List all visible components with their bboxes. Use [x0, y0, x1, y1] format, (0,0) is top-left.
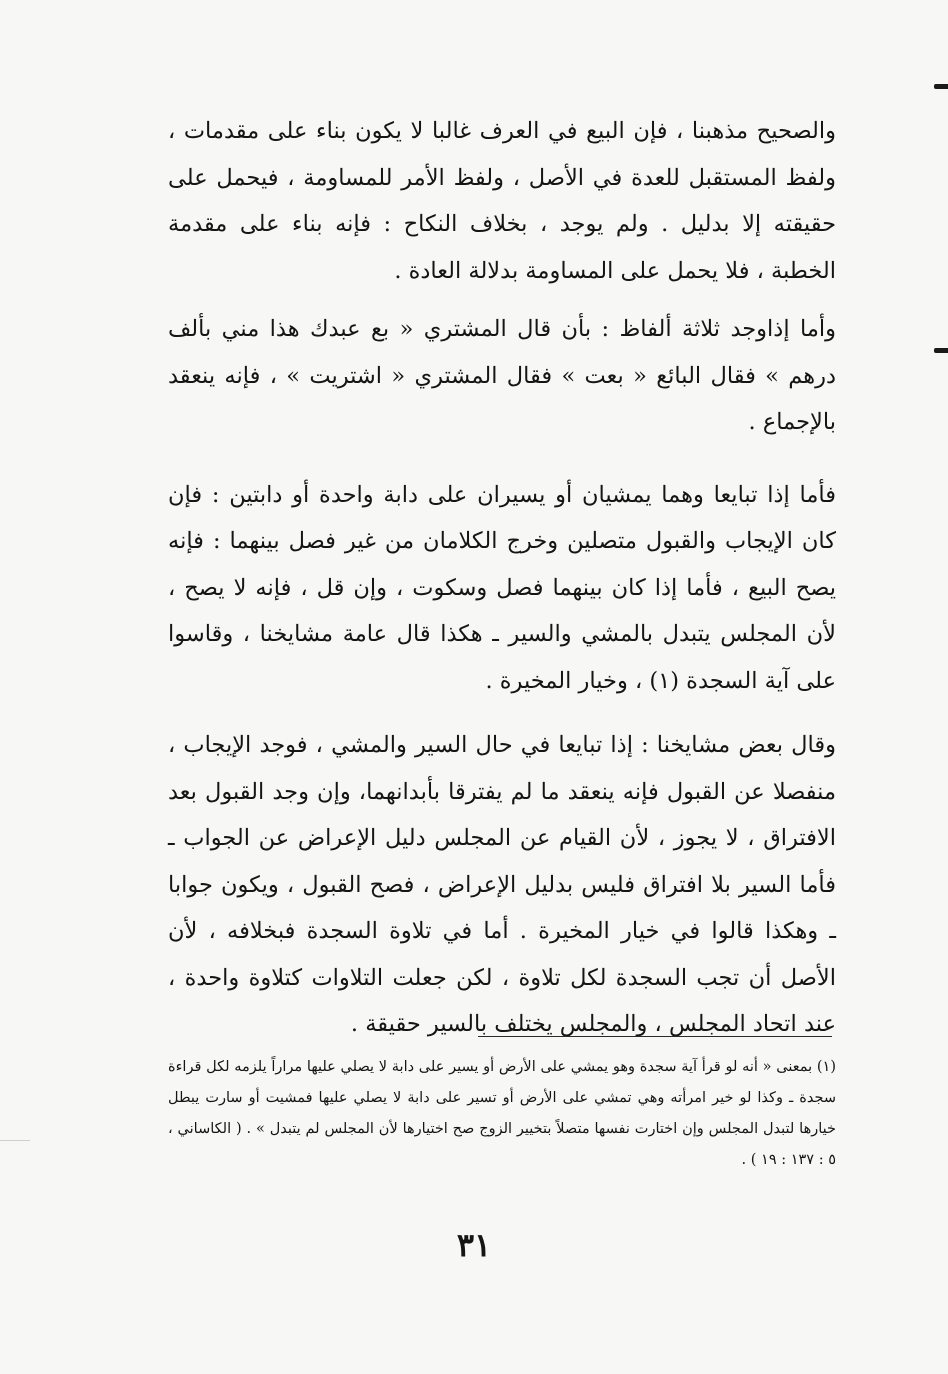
scan-edge-mark — [934, 84, 948, 89]
scan-artifact — [0, 1140, 30, 1141]
footnote-separator — [478, 1036, 832, 1037]
paragraph-2: وأما إذاوجد ثلاثة ألفاظ : بأن قال المشتري « بع عبدك هذا مني بألف درهم » فقال البائع « بعت » فقال المشتري « اشتريت » ، فإنه ينعقد بالإجماع . — [168, 316, 836, 435]
footnote: (١) بمعنى « أنه لو قرأ آية سجدة وهو يمشي على الأرض أو يسير على دابة لا يصلي عليها مراراً يلزمه لكل قراءة سجدة ـ وكذا لو خير امرأته وهي تمشي على الأرض أو تسير على دابة لا يصلي عليها فمشيت أو سارت يبطل خيارها لتبدل المجلس وإن اختارت نفسها متصلاً بتخيير الزوج صح اختيارها لأن المجلس لم يتبدل » . ( الكاساني ، ٥ : ١٣٧ : ١٩ ) . — [168, 1059, 836, 1168]
paragraph-3: فأما إذا تبايعا وهما يمشيان أو يسيران على دابة واحدة أو دابتين : فإن كان الإيجاب والقبول متصلين وخرج الكلامان من غير فصل بينهما : فإنه يصح البيع ، فأما إذا كان بينهما فصل وسكوت ، وإن قل ، فإنه لا يصح ، لأن المجلس يتبدل بالمشي والسير ـ هكذا قال عامة مشايخنا ، وقاسوا على آية السجدة (١) ، وخيار المخيرة . — [168, 481, 836, 694]
scan-edge-mark — [934, 348, 948, 353]
main-text — [168, 108, 836, 1048]
page-number: ٣١ — [456, 1226, 492, 1264]
paragraph-4: وقال بعض مشايخنا : إذا تبايعا في حال السير والمشي ، فوجد الإيجاب ، منفصلا عن القبول فإنه ينعقد ما لم يفترقا بأبدانهما، وإن وجد القبول بعد الافتراق ، لا يجوز ، لأن القيام عن المجلس دليل الإعراض عن الجواب ـ فأما السير بلا افتراق فليس بدليل الإعراض ، فصح القبول ، ويكون جوابا ـ وهكذا قالوا في خيار المخيرة . أما في تلاوة السجدة فبخلافه ، لأن الأصل أن تجب السجدة لكل تلاوة ، لكن جعلت التلاوات كتلاوة واحدة ، عند اتحاد المجلس ، والمجلس يختلف بالسير حقيقة . — [168, 732, 836, 1037]
paragraph-1: والصحيح مذهبنا ، فإن البيع في العرف غالبا لا يكون بناء على مقدمات ، ولفظ المستقبل للعدة في الأصل ، ولفظ الأمر للمساومة ، فيحمل على حقيقته إلا بدليل . ولم يوجد ، بخلاف النكاح : فإنه بناء على مقدمة الخطبة ، فلا يحمل على المساومة بدلالة العادة . — [168, 118, 836, 284]
